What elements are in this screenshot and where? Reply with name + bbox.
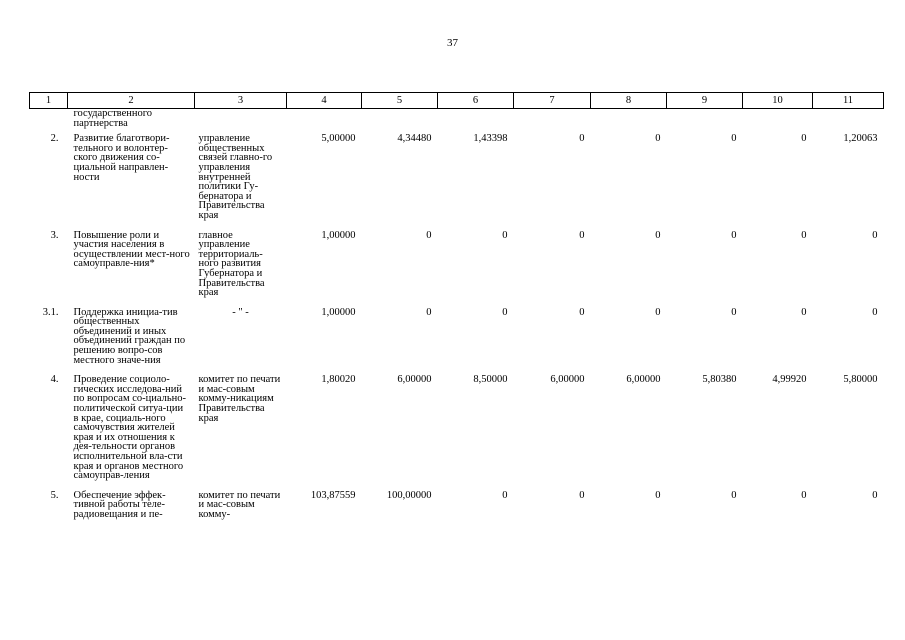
value-col-11: 0: [872, 306, 878, 318]
value-col-4: 103,87559: [310, 489, 356, 501]
continuation-text: государственного партнерства: [73, 108, 153, 129]
value-col-8: 0: [655, 133, 661, 145]
measure-name: Проведение социоло-гических исследова-ний по вопросам со-циально-политической ситуа-ции в крае, социаль-ного самочувствия жителей края и их отношения к дея-тельности органов исполнительной вла-сти края и органов местного самоуправ-ления: [73, 374, 187, 482]
row-index: 5.: [50, 489, 59, 501]
value-col-6: 0: [502, 306, 508, 318]
column-header-5: 5: [362, 93, 438, 109]
value-col-11: 0: [872, 489, 878, 501]
value-col-9: 0: [731, 489, 737, 501]
table-row: [30, 302, 884, 370]
value-col-11: 0: [872, 229, 878, 241]
table-row: [30, 485, 884, 524]
value-col-10: 4,99920: [772, 374, 807, 386]
value-col-7: 0: [579, 133, 585, 145]
value-col-11: 5,80000: [843, 374, 878, 386]
column-header-4: 4: [287, 93, 362, 109]
row-index: 2.: [50, 133, 59, 145]
table-row: [30, 369, 884, 485]
column-header-2: 2: [68, 93, 195, 109]
value-col-8: 0: [655, 489, 661, 501]
value-col-6: 8,50000: [473, 374, 508, 386]
value-col-4: 5,00000: [321, 133, 356, 145]
value-col-5: 0: [426, 229, 432, 241]
continuation-row: [30, 109, 884, 129]
measure-name: Развитие благотвори-тельного и волонтер-ского движения со-циальной направлен-ности: [73, 133, 170, 183]
value-col-9: 0: [731, 229, 737, 241]
column-header-10: 10: [743, 93, 813, 109]
value-col-7: 0: [579, 229, 585, 241]
value-col-9: 5,80380: [702, 374, 737, 386]
value-col-5: 0: [426, 306, 432, 318]
value-col-6: 0: [502, 229, 508, 241]
row-index: 3.: [50, 229, 59, 241]
column-header-11: 11: [813, 93, 884, 109]
row-index: 4.: [50, 374, 59, 386]
value-col-7: 0: [579, 306, 585, 318]
column-header-8: 8: [591, 93, 667, 109]
value-col-10: 0: [801, 489, 807, 501]
page-number: 37: [447, 37, 458, 49]
executor: главное управление территориаль-ного развития Губернатора и Правительства края: [198, 229, 265, 299]
column-header-1: 1: [30, 93, 68, 109]
value-col-6: 1,43398: [473, 133, 508, 145]
table-row: [30, 225, 884, 302]
executor: комитет по печати и мас-совым комму-никациям Правительства края: [198, 374, 281, 424]
table-row: [30, 128, 884, 224]
measure-name: Поддержка инициа-тив общественных объединений и иных объединений граждан по решению вопро-сов местного значе-ния: [73, 306, 186, 366]
value-col-4: 1,00000: [321, 229, 356, 241]
value-col-4: 1,80020: [321, 374, 356, 386]
executor: управление общественных связей главно-го управления внутренней политики Гу-бернатора и Правительства края: [198, 133, 273, 221]
measure-name: Повышение роли и участия населения в осуществлении мест-ного самоуправле-ния*: [73, 229, 190, 270]
value-col-5: 100,00000: [386, 489, 432, 501]
column-header-3: 3: [195, 93, 287, 109]
column-header-9: 9: [667, 93, 743, 109]
value-col-10: 0: [801, 229, 807, 241]
value-col-7: 0: [579, 489, 585, 501]
value-col-6: 0: [502, 489, 508, 501]
value-col-4: 1,00000: [321, 306, 356, 318]
value-col-9: 0: [731, 306, 737, 318]
executor: комитет по печати и мас-совым комму-: [198, 489, 281, 520]
value-col-5: 4,34480: [397, 133, 432, 145]
value-col-8: 0: [655, 229, 661, 241]
row-index: 3.1.: [42, 306, 59, 318]
value-col-5: 6,00000: [397, 374, 432, 386]
column-header-7: 7: [514, 93, 591, 109]
value-col-8: 6,00000: [626, 374, 661, 386]
column-header-6: 6: [438, 93, 514, 109]
measure-name: Обеспечение эффек-тивной работы теле-радиовещания и пе-: [73, 489, 166, 520]
value-col-10: 0: [801, 306, 807, 318]
value-col-8: 0: [655, 306, 661, 318]
value-col-10: 0: [801, 133, 807, 145]
program-table: [29, 92, 884, 524]
value-col-9: 0: [731, 133, 737, 145]
executor: - " -: [232, 306, 249, 318]
value-col-11: 1,20063: [843, 133, 878, 145]
header-row: [30, 93, 884, 109]
value-col-7: 6,00000: [550, 374, 585, 386]
